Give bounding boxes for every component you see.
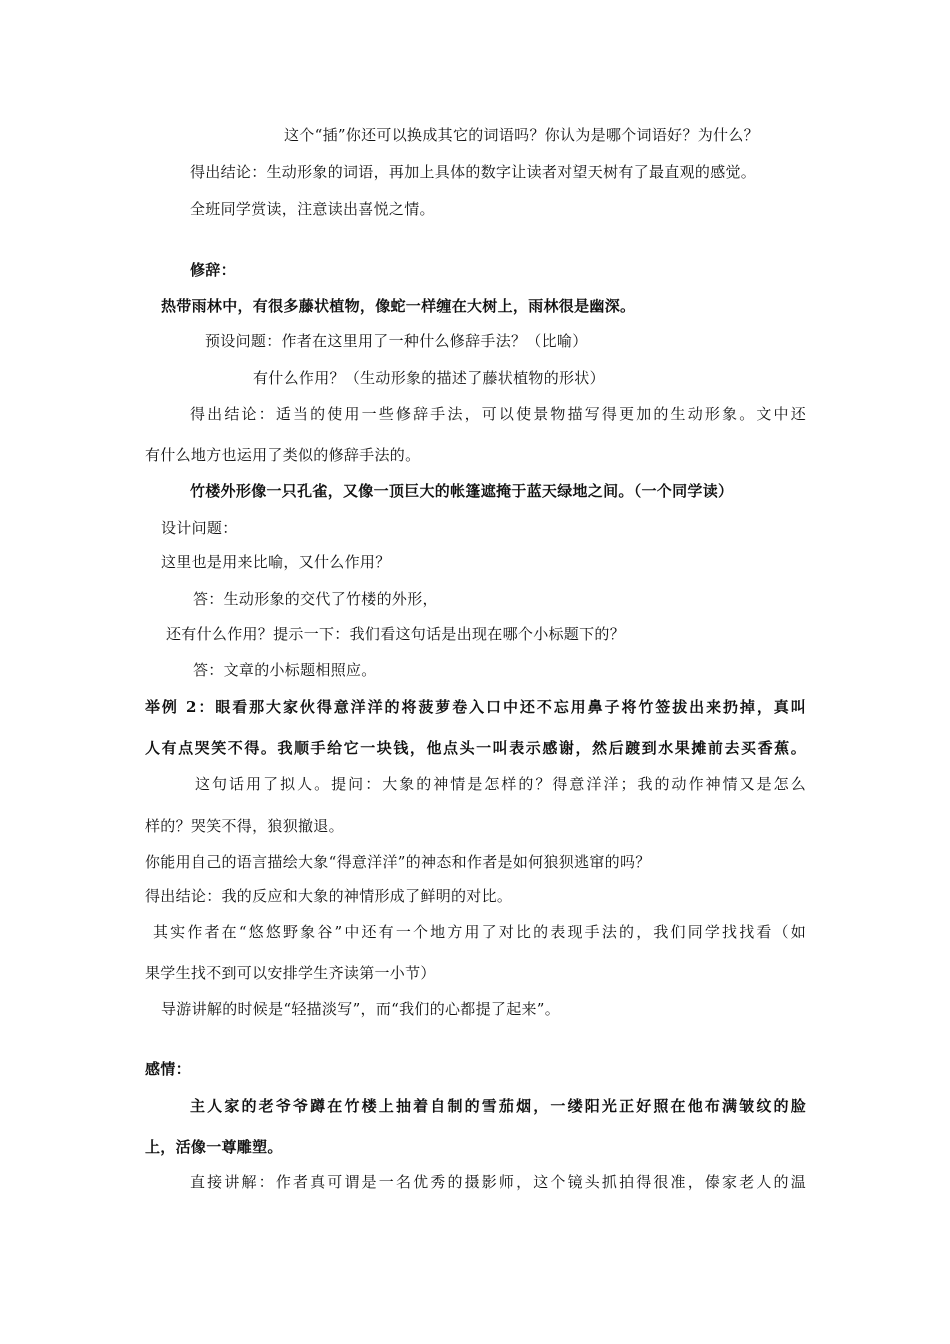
text-line: 设计问题： bbox=[161, 519, 238, 537]
text-line: 有什么作用？（生动形象的描述了藤状植物的形状） bbox=[253, 369, 605, 387]
text-line: 有什么地方也运用了类似的修辞手法的。 bbox=[145, 446, 421, 464]
text-line: 全班同学赏读，注意读出喜悦之情。 bbox=[190, 200, 435, 218]
text-line: 得出结论：生动形象的词语，再加上具体的数字让读者对望天树有了最直观的感觉。 bbox=[190, 163, 757, 181]
text-line: 样的？哭笑不得，狼狈撤退。 bbox=[145, 817, 344, 835]
text-line: 得出结论：适当的使用一些修辞手法，可以使景物描写得更加的生动形象。文中还 bbox=[190, 405, 806, 423]
text-line: 果学生找不到可以安排学生齐读第一小节） bbox=[145, 964, 436, 982]
text-line: 答：文章的小标题相照应。 bbox=[193, 661, 377, 679]
text-line: 直接讲解：作者真可谓是一名优秀的摄影师，这个镜头抓拍得很准，傣家老人的温 bbox=[190, 1173, 806, 1191]
text-line: 预设问题：作者在这里用了一种什么修辞手法？（比喻） bbox=[205, 332, 588, 350]
text-line: 你能用自己的语言描绘大象“得意洋洋”的神态和作者是如何狼狈逃窜的吗？ bbox=[145, 853, 651, 871]
example-2-sentence: 人有点哭笑不得。我顺手给它一块钱，他点头一叫表示感谢，然后踱到水果摊前去买香蕉。 bbox=[145, 739, 806, 757]
text-line: 得出结论：我的反应和大象的神情形成了鲜明的对比。 bbox=[145, 887, 513, 905]
text-line: 这句话用了拟人。提问：大象的神情是怎样的？得意洋洋；我的动作神情又是怎么 bbox=[195, 775, 806, 793]
text-line: 其实作者在“悠悠野象谷”中还有一个地方用了对比的表现手法的，我们同学找找看（如 bbox=[153, 923, 806, 941]
example-2-sentence: 举例 2：眼看那大家伙得意洋洋的将菠萝卷入口中还不忘用鼻子将竹签拔出来扔掉，真叫 bbox=[145, 698, 806, 716]
section-heading-emotion: 感情： bbox=[145, 1060, 191, 1078]
quoted-sentence: 热带雨林中，有很多藤状植物，像蛇一样缠在大树上，雨林很是幽深。 bbox=[161, 297, 636, 315]
quoted-sentence: 竹楼外形像一只孔雀，又像一顶巨大的帐篷遮掩于蓝天绿地之间。（一个同学读） bbox=[190, 482, 734, 500]
text-line: 这里也是用来比喻，又什么作用？ bbox=[161, 553, 391, 571]
text-line: 还有什么作用？提示一下：我们看这句话是出现在哪个小标题下的？ bbox=[166, 625, 626, 643]
section-heading-rhetoric: 修辞： bbox=[190, 261, 236, 279]
quoted-sentence: 主人家的老爷爷蹲在竹楼上抽着自制的雪茄烟，一缕阳光正好照在他布满皱纹的脸 bbox=[190, 1097, 806, 1115]
quoted-sentence: 上，活像一尊雕塑。 bbox=[145, 1138, 283, 1156]
text-line: 这个“插”你还可以换成其它的词语吗？你认为是哪个词语好？为什么？ bbox=[284, 126, 759, 144]
text-line: 答：生动形象的交代了竹楼的外形， bbox=[193, 590, 438, 608]
text-line: 导游讲解的时候是“轻描淡写”，而“我们的心都提了起来”。 bbox=[161, 1000, 561, 1018]
